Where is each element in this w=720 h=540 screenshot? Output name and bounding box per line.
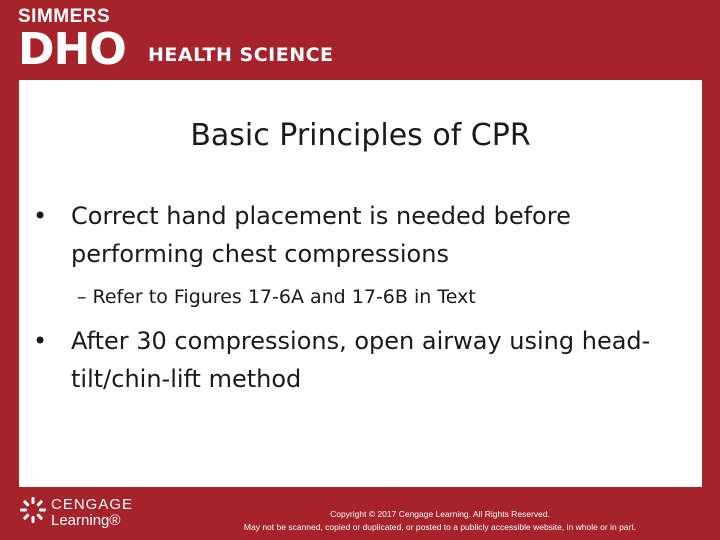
bullet-mark: •: [33, 202, 48, 230]
slide-content: [19, 80, 702, 487]
bullet-text: After 30 compressions, open airway using head-tilt/chin-lift method: [71, 327, 651, 393]
sub-bullet-mark: –: [77, 286, 87, 308]
brand-top-text: SIMMERS: [18, 6, 111, 27]
copyright-line: Copyright © 2017 Cengage Learning. All Rights Reserved.: [330, 509, 550, 519]
bullet-text: Correct hand placement is needed before performing chest compressions: [71, 202, 571, 268]
brand-sub-text: HEALTH SCIENCE: [148, 44, 334, 66]
logo-text-cengage: CENGAGE: [51, 496, 134, 513]
sub-bullet-text: Refer to Figures 17-6A and 17-6B in Text: [92, 286, 476, 308]
logo-text-learning: Learning®: [51, 512, 121, 529]
copyright-notice: [190, 508, 690, 534]
usage-notice-line: May not be scanned, copied or duplicated, or posted to a publicly accessible website, in whole or in part.: [243, 522, 637, 532]
cengage-logo-icon: [19, 496, 47, 524]
bullet-item: [33, 197, 673, 273]
bullet-item: [33, 322, 673, 398]
slide-title: Basic Principles of CPR: [190, 118, 531, 153]
brand-main-text: DHO: [18, 24, 126, 75]
bullet-mark: •: [33, 327, 48, 355]
sub-bullet-item: [77, 284, 476, 310]
